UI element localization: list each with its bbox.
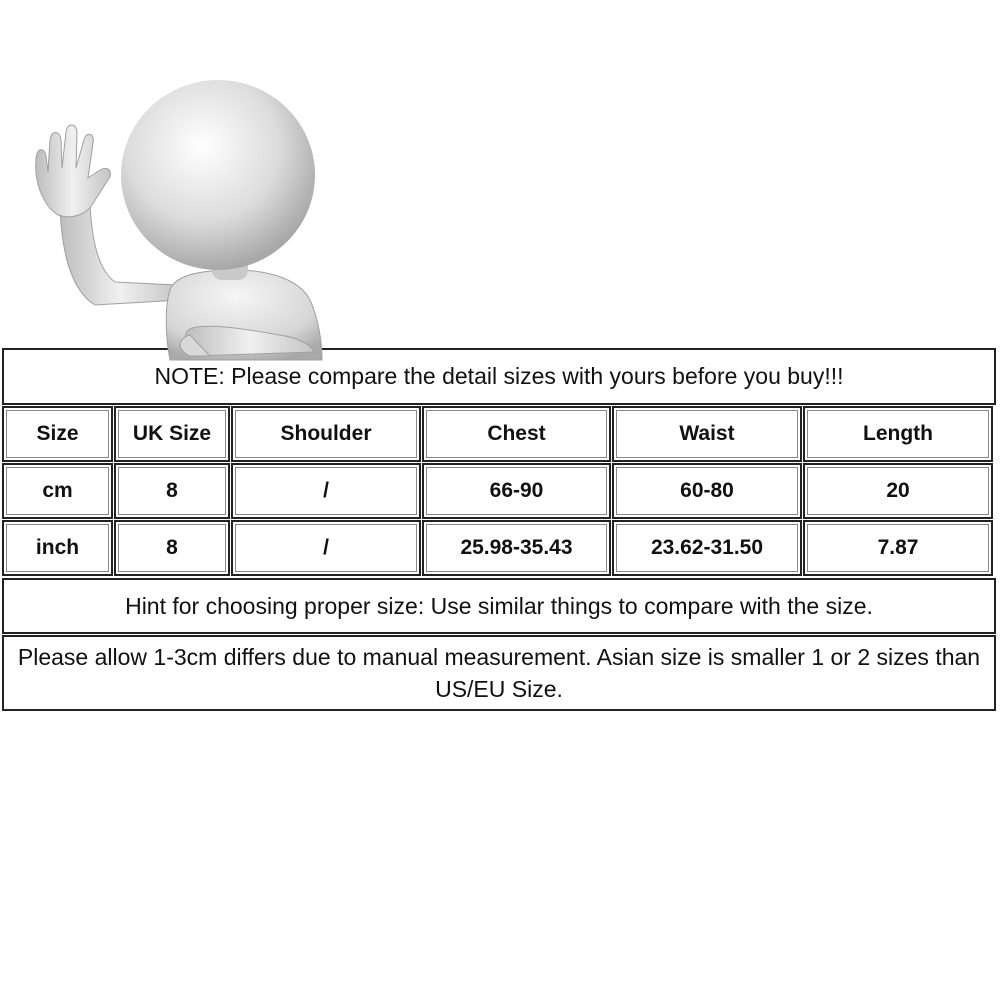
note-text: NOTE: Please compare the detail sizes with yours before you buy!!! (154, 363, 844, 389)
table-cell: / (231, 463, 421, 519)
table-cell: inch (2, 520, 113, 576)
hint-text: Hint for choosing proper size: Use similar things to compare with the size. (125, 592, 873, 619)
table-cell: 25.98-35.43 (422, 520, 611, 576)
table-cell: 8 (114, 463, 230, 519)
header-length: Length (803, 406, 993, 462)
disclaimer-banner (2, 635, 996, 711)
table-header-row (2, 406, 996, 463)
header-size: Size (2, 406, 113, 462)
table-cell: 23.62-31.50 (612, 520, 802, 576)
hint-banner (2, 578, 996, 634)
header-waist: Waist (612, 406, 802, 462)
table-cell: 66-90 (422, 463, 611, 519)
table-cell: 8 (114, 520, 230, 576)
header-chest: Chest (422, 406, 611, 462)
table-row (2, 520, 996, 577)
header-uk-size: UK Size (114, 406, 230, 462)
waving-person-illustration (0, 0, 420, 400)
table-cell: 60-80 (612, 463, 802, 519)
table-cell: / (231, 520, 421, 576)
table-cell: cm (2, 463, 113, 519)
size-table (2, 406, 996, 577)
disclaimer-text: Please allow 1-3cm differs due to manual measurement. Asian size is smaller 1 or 2 sizes than US/EU Size. (17, 644, 981, 702)
header-shoulder: Shoulder (231, 406, 421, 462)
table-cell: 20 (803, 463, 993, 519)
table-row (2, 463, 996, 520)
table-cell: 7.87 (803, 520, 993, 576)
